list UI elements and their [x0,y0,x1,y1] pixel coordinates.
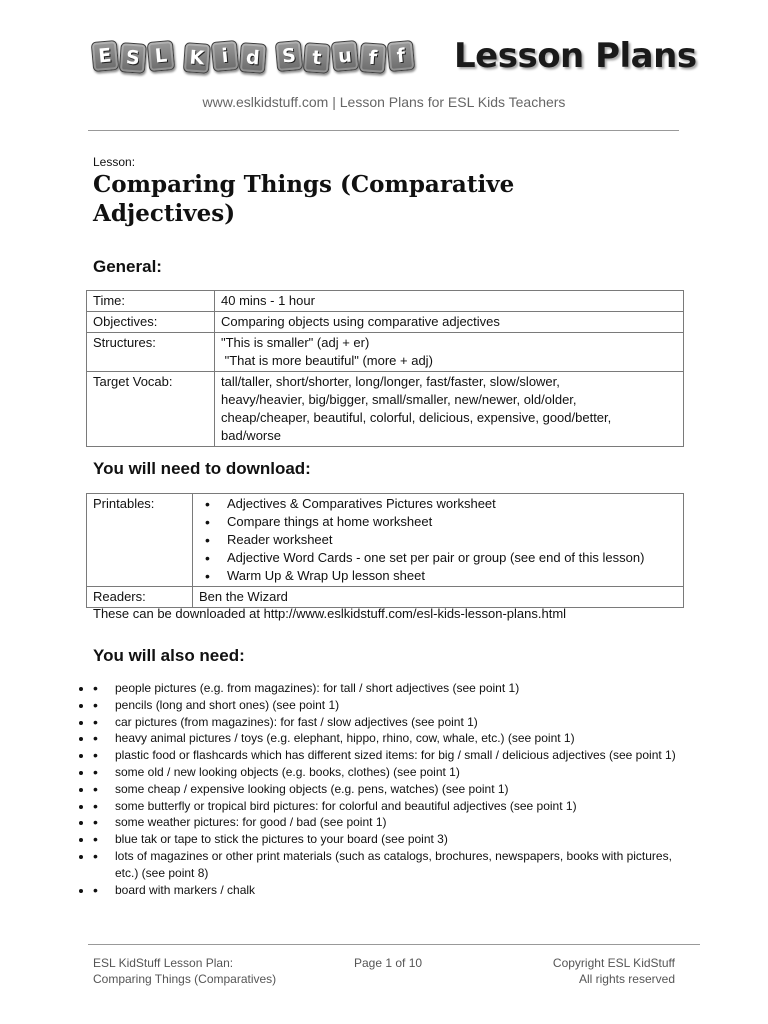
list-item: • • some weather pictures: for good / bad (see point 1) [93,814,683,831]
logo-block: u [331,40,360,72]
logo-letter-blocks [92,41,416,71]
table-row [87,372,684,447]
list-item: • • some butterfly or tropical bird pictures: for colorful and beautiful adjectives (see point 1) [93,798,683,815]
list-item: • • pencils (long and short ones) (see point 1) [93,697,683,714]
general-heading: General: [93,257,162,276]
list-item: • • heavy animal pictures / toys (e.g. elephant, hippo, rhino, cow, whale, etc.) (see point 1) [93,730,683,747]
table-row [87,312,684,333]
footer-divider [88,944,700,945]
lesson-label: Lesson: [93,155,136,169]
table-key: Readers: [87,587,193,608]
list-item: • • people pictures (e.g. from magazines): for tall / short adjectives (see point 1) [93,680,683,697]
list-item: • Reader worksheet [199,531,677,549]
download-table [86,493,684,608]
header-divider [88,130,679,131]
table-row [87,333,684,372]
table-key: Target Vocab: [87,372,215,447]
also-need-heading: You will also need: [93,646,245,665]
table-value [215,372,684,447]
footer-right [480,955,675,987]
list-item: • Compare things at home worksheet [199,513,677,531]
table-row [87,494,684,587]
list-item: • Adjective Word Cards - one set per pair or group (see end of this lesson) [199,549,677,567]
logo-block: t [303,42,331,74]
logo-block: K [183,42,211,74]
list-item: • • car pictures (from magazines): for fast / slow adjectives (see point 1) [93,714,683,731]
list-item: • Adjectives & Comparatives Pictures worksheet [199,495,677,513]
table-key: Objectives: [87,312,215,333]
printables-list [199,495,677,585]
logo-title: Lesson Plans [454,36,697,76]
footer-copyright: Copyright ESL KidStuff [552,956,675,970]
page-number: Page 1 of 10 [354,956,423,970]
footer-left [93,955,276,987]
logo-block: f [387,40,416,72]
page-title: Comparing Things (Comparative Adjectives) [93,171,515,227]
table-value [193,494,684,587]
logo-block: f [359,42,387,74]
table-value: Ben the Wizard [193,587,684,608]
logo-block: i [211,40,240,72]
download-heading: You will need to download: [93,459,311,478]
table-value [215,333,684,372]
list-item: • • board with markers / chalk [93,882,683,899]
structure-line: "That is more beautiful" (more + adj) [221,353,433,368]
vocab-line: bad/worse [221,428,281,443]
list-item: • Warm Up & Wrap Up lesson sheet [199,567,677,585]
site-logo [92,30,416,82]
logo-block: S [275,40,304,72]
table-row [87,291,684,312]
list-item: • • some old / new looking objects (e.g. books, clothes) (see point 1) [93,764,683,781]
logo-block: d [239,42,267,74]
site-subtitle: www.eslkidstuff.com | Lesson Plans for ESL Kids Teachers [202,94,566,110]
logo-block: E [91,40,120,72]
footer-rights: All rights reserved [578,972,675,986]
structure-line: "This is smaller" (adj + er) [221,335,370,350]
table-row [87,587,684,608]
list-item: • • plastic food or flashcards which has different sized items: for big / small / delicious adjectives (see point 1) [93,747,683,764]
materials-list [93,680,683,898]
list-item: • • some cheap / expensive looking objects (e.g. pens, watches) (see point 1) [93,781,683,798]
table-key: Structures: [87,333,215,372]
vocab-line: heavy/heavier, big/bigger, small/smaller, new/newer, old/older, [221,392,577,407]
table-key: Time: [87,291,215,312]
download-note: These can be downloaded at http://www.eslkidstuff.com/esl-kids-lesson-plans.html [93,606,567,621]
list-item: • • blue tak or tape to stick the pictures to your board (see point 3) [93,831,683,848]
vocab-line: cheap/cheaper, beautiful, colorful, delicious, expensive, good/better, [221,410,612,425]
vocab-line: tall/taller, short/shorter, long/longer, fast/faster, slow/slower, [221,374,560,389]
general-table [86,290,684,447]
logo-block: S [119,42,147,74]
table-value: Comparing objects using comparative adjectives [215,312,684,333]
footer-plan-label: ESL KidStuff Lesson Plan: [93,956,234,970]
list-item: • • lots of magazines or other print materials (such as catalogs, brochures, newspapers, books with pictures, etc.) (see point 8) [93,848,683,882]
table-key: Printables: [87,494,193,587]
footer-plan-title: Comparing Things (Comparatives) [93,972,277,986]
logo-block: L [147,40,176,72]
table-value: 40 mins - 1 hour [215,291,684,312]
